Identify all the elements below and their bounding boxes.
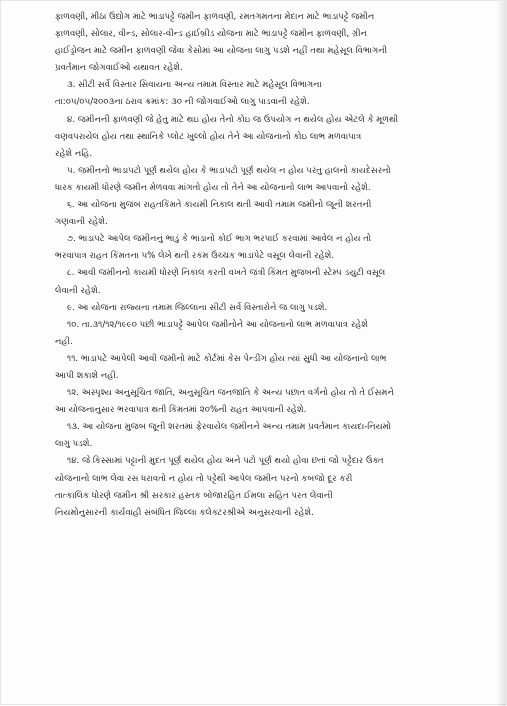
clause-12-line-2: આ યોજનાનુસાર ભરવાપાત્ર થતી કિંમતમાં ૨૦%ની રાહત આપવાની રહેશે.	[55, 405, 307, 416]
clause-13-line-1: ૧૩. આ યોજના મુજબ જૂની શરતમાં ફેરવાયેલ જમીનને અન્ય તમામ પ્રવર્તમાન કાયદા-નિયમો	[67, 422, 391, 433]
clause-11-line-2: આપી શકાશે નહી.	[55, 370, 119, 381]
clause-14-line-4: નિયમોનુસારની કાર્યવાહી સંબંધિત જિલ્લા કલેક્ટરશ્રીએ અનુસરવાની રહેશે.	[55, 507, 314, 518]
text-line: હાઈડ્રોજન માટે જમીન ફાળવણી જેવા કેસોમાં આ યોજના લાગુ પડશે નહીં તથા મહેસૂલ વિભાગની	[55, 46, 388, 57]
text-line: પ્રવર્તમાન જોગવાઈઓ યથાવત રહેશે.	[55, 63, 183, 74]
clause-6-line-2: ગણવાની રહેશે.	[55, 217, 108, 228]
clause-10-line-1: ૧૦. તા.૩૧/૧૨/૧૯૯૦ પછી ભાડાપટ્ટે આપેલ જમીનોને આ યોજનાનો લાભ મળવાપાત્ર રહેશે	[67, 319, 368, 330]
page-edge-shadow	[496, 1, 506, 706]
clause-4-line-2: વણવપરાયેલ હોય તથા સ્થાનિકે પ્લોટ ખુલ્લો હોય તેને આ યોજનાનો કોઇ લાભ મળવાપાત્ર	[55, 131, 362, 142]
document-body	[55, 9, 470, 522]
clause-9-line-1: ૯. આ યોજના રાજ્યના તમામ જિલ્લાના સીટી સર્વે વિસ્તારોને જ લાગુ પડશે.	[67, 302, 328, 313]
clause-11-line-1: ૧૧. ભાડાપટે આપેલી આવી જમીનો માટે કોર્ટમાં કેસ પેન્ડીંગ હોય ત્યાં સુધી આ યોજનાનો લાભ	[67, 353, 387, 364]
clause-7-line-2: ભરવાપાત્ર રાહત કિંમતના ૫% લેખે થતી રકમ ઉચ્ચક ભાડાપેટે વસૂલ લેવાની રહેશે.	[55, 251, 335, 262]
clause-5-line-2: ધારક કાયમી ધોરણે જમીન મેળવવા માંગતો હોય તો તેને આ યોજનાનો લાભ આપવાનો રહેશે.	[55, 182, 371, 193]
clause-14-line-1: ૧૪. જે કિસ્સામાં પટ્ટાની મુદત પૂર્ણ થયેલ હોય અને પટો પૂર્ણ થયો હોવા છતાં જો પટ્ટેદાર ઉક્ત	[67, 456, 384, 467]
clause-4-line-1: ૪. જમીનની ફાળવણી જે હેતુ માટે થઇ હોય તેનો કોઇ જ ઉપયોગ ન થયેલ હોય એટલે કે મૂળથી	[67, 114, 399, 125]
clause-5-line-1: ૫. જમીનનો ભાડાપટો પૂર્ણ થયેલ હોય કે ભાડાપટો પૂર્ણ થયેલ ન હોય પરંતુ હાલનો કાયદેસરનો	[67, 165, 391, 176]
clause-10-line-2: નહી.	[55, 336, 73, 347]
clause-4-line-3: રહેશે નહિ.	[55, 148, 93, 159]
clause-13-line-2: લાગુ પડશે.	[55, 439, 93, 450]
clause-7-line-1: ૭. ભાડાપટે આપેલ જમીનનું ભાડું કે ભાડાનો કોઈ ભાગ ભરપાઈ કરવામાં આવેલ ન હોય તો	[67, 234, 372, 245]
clause-8-line-1: ૮. આવી જમીનનો કાયમી ધોરણે નિકાલ કરતી વખતે જંત્રી કિંમત મુજબની સ્ટેમ્પ ડયુટી વસૂલ	[67, 268, 386, 279]
clause-14-line-2: યોજનાનો લાભ લેવા રસ ધરાવતો ન હોય તો પટ્ટેથી આપેલ જમીન પરનો કબજો દૂર કરી	[55, 473, 353, 484]
clause-14-line-3: તાત્કાલિક ધોરણે જમીન શ્રી સરકાર હસ્તક બોજારહિત ઈમલા સહિત પરત લેવાની	[55, 490, 333, 501]
clause-3-line-1: ૩. સીટી સર્વે વિસ્તાર સિવાયના અન્ય તમામ વિસ્તાર માટે મહેસૂલ વિભાગના	[67, 80, 322, 91]
text-line: ફાળવણી, સોલાર, વીન્ડ, સોલાર-વીન્ડ હાઈબ્રીડ યોજના માટે ભાડાપટ્ટે જમીન ફાળવણી, ગ્રીન	[55, 29, 367, 40]
text-line: ફાળવણી, મીઠા ઉદ્યોગ માટે ભાડાપટ્ટે જમીન ફાળવણી, રમતગમતના મેદાન માટે ભાડાપટ્ટે જમીન	[55, 12, 375, 22]
clause-3-line-2: તા:૦૫/૦૫/૨૦૦૩ના ઠરાવ ક્રમાંક: ૩૦ ની જોગવાઈઓ લાગુ પાડવાની રહેશે.	[55, 97, 310, 108]
clause-12-line-1: ૧૨. અસ્પૃશ્ય અનુસૂચિત જાતિ, અનુસૂચિત જનજાતિ કે અન્ય પછાત વર્ગનો હોય તો તે ઈસમને	[67, 388, 394, 399]
clause-6-line-1: ૬. આ યોજના મુજબ રાહતકિંમતે કાયમી નિકાલ થતી આવી તમામ જમીનો જૂની શરતની	[67, 200, 372, 211]
clause-8-line-2: લેવાની રહેશે.	[55, 285, 101, 296]
